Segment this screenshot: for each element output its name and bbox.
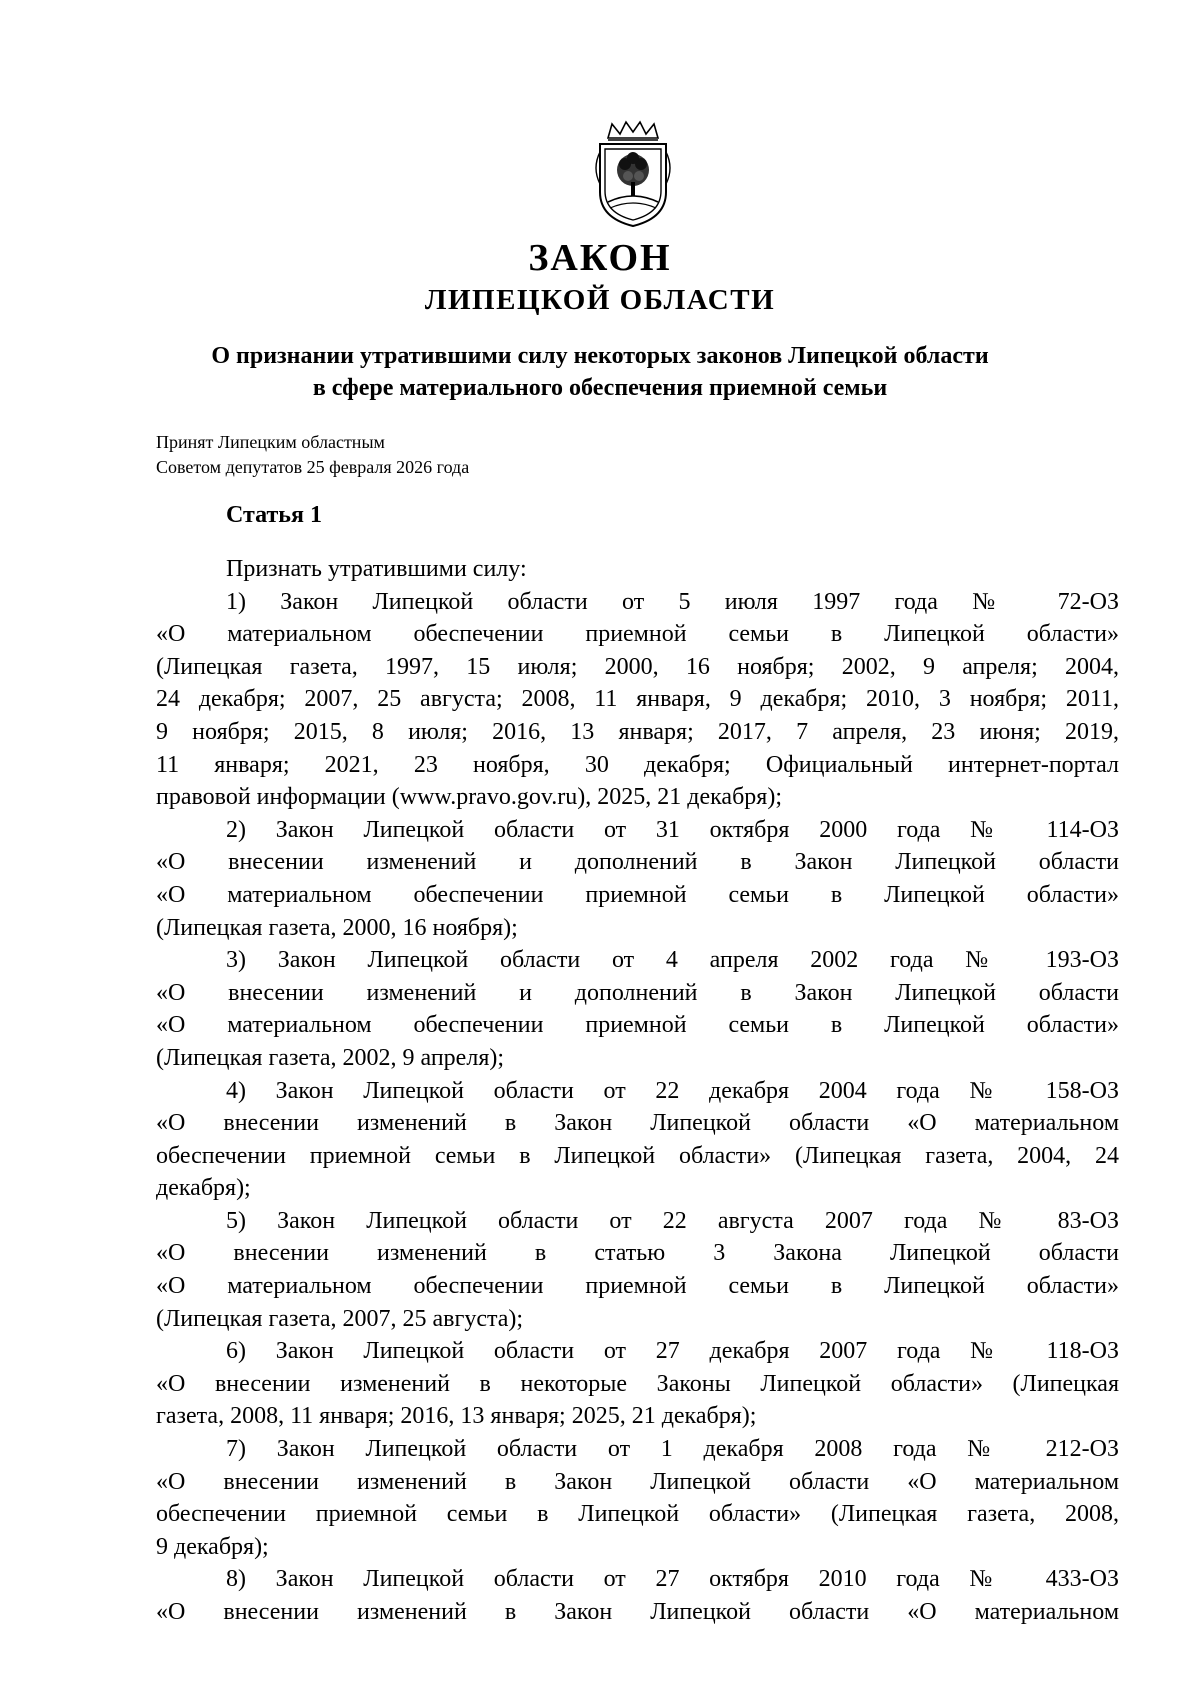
list-item-line: 4) Закон Липецкой области от 22 декабря 2004 года № 158-ОЗ bbox=[226, 1077, 1119, 1104]
document-title: ЗАКОН bbox=[528, 237, 672, 279]
list-item-line: 5) Закон Липецкой области от 22 августа 2007 года № 83-ОЗ bbox=[226, 1207, 1119, 1234]
list-item-line: 3) Закон Липецкой области от 4 апреля 2002 года № 193-ОЗ bbox=[226, 947, 1119, 974]
list-item-line: (Липецкая газета, 2000, 16 ноября); bbox=[156, 914, 518, 941]
list-item-line: 9 декабря); bbox=[156, 1533, 269, 1560]
list-item-line: 9 ноября; 2015, 8 июля; 2016, 13 января; 2017, 7 апреля, 23 июня; 2019, bbox=[156, 718, 1119, 745]
list-item-line: 2) Закон Липецкой области от 31 октября 2000 года № 114-ОЗ bbox=[226, 816, 1119, 843]
list-item-line: «О внесении изменений в Закон Липецкой области «О материальном bbox=[156, 1468, 1119, 1495]
list-item-line: «О внесении изменений и дополнений в Закон Липецкой области bbox=[156, 979, 1119, 1006]
list-item bbox=[156, 586, 1119, 814]
list-item-line: декабря); bbox=[156, 1175, 251, 1202]
list-item-line: «О материальном обеспечении приемной семьи в Липецкой области» bbox=[156, 1012, 1119, 1039]
list-item bbox=[156, 1205, 1119, 1335]
adoption-note bbox=[156, 430, 469, 480]
list-item-line: правовой информации (www.pravo.gov.ru), 2025, 21 декабря); bbox=[156, 784, 782, 811]
document-subtitle: ЛИПЕЦКОЙ ОБЛАСТИ bbox=[424, 284, 776, 316]
article-body bbox=[156, 553, 1119, 1629]
list-item bbox=[156, 1075, 1119, 1205]
coat-of-arms-icon bbox=[590, 118, 676, 230]
list-item-line: 1) Закон Липецкой области от 5 июля 1997 года № 72-ОЗ bbox=[226, 588, 1119, 615]
list-item-line: 8) Закон Липецкой области от 27 октября 2010 года № 433-ОЗ bbox=[226, 1566, 1119, 1593]
list-item bbox=[156, 1433, 1119, 1563]
list-item-line: обеспечении приемной семьи в Липецкой области» (Липецкая газета, 2004, 24 bbox=[156, 1142, 1119, 1169]
list-item-line: «О материальном обеспечении приемной семьи в Липецкой области» bbox=[156, 1273, 1119, 1300]
list-item-line: «О внесении изменений в некоторые Законы Липецкой области» (Липецкая bbox=[156, 1370, 1119, 1397]
list-item-line: (Липецкая газета, 1997, 15 июля; 2000, 16 ноября; 2002, 9 апреля; 2004, bbox=[156, 653, 1119, 680]
article-intro: Признать утратившими силу: bbox=[226, 556, 527, 582]
repealed-laws-list bbox=[156, 586, 1119, 1629]
list-item-line: газета, 2008, 11 января; 2016, 13 января; 2025, 21 декабря); bbox=[156, 1403, 757, 1430]
list-item-line: 24 декабря; 2007, 25 августа; 2008, 11 января, 9 декабря; 2010, 3 ноября; 2011, bbox=[156, 686, 1119, 713]
list-item-line: 6) Закон Липецкой области от 27 декабря 2007 года № 118-ОЗ bbox=[226, 1338, 1119, 1365]
list-item-line: «О внесении изменений и дополнений в Закон Липецкой области bbox=[156, 849, 1119, 876]
list-item bbox=[156, 814, 1119, 944]
list-item-line: «О материальном обеспечении приемной семьи в Липецкой области» bbox=[156, 881, 1119, 908]
list-item-line: (Липецкая газета, 2002, 9 апреля); bbox=[156, 1044, 505, 1071]
list-item-line: 11 января; 2021, 23 ноября, 30 декабря; Официальный интернет-портал bbox=[156, 751, 1119, 778]
adoption-line: Принят Липецким областным bbox=[156, 432, 385, 452]
list-item-line: «О внесении изменений в статью 3 Закона Липецкой области bbox=[156, 1240, 1119, 1267]
article-heading: Статья 1 bbox=[226, 502, 322, 528]
list-item-line: «О внесении изменений в Закон Липецкой области «О материальном bbox=[156, 1110, 1119, 1137]
list-item-line: обеспечении приемной семьи в Липецкой области» (Липецкая газета, 2008, bbox=[156, 1501, 1119, 1528]
list-item-line: «О материальном обеспечении приемной семьи в Липецкой области» bbox=[156, 621, 1119, 648]
law-name bbox=[0, 340, 1200, 404]
law-name-line: в сфере материального обеспечения приемной семьи bbox=[312, 375, 888, 401]
list-item-line: 7) Закон Липецкой области от 1 декабря 2008 года № 212-ОЗ bbox=[226, 1436, 1119, 1463]
list-item bbox=[156, 944, 1119, 1074]
list-item-line: «О внесении изменений в Закон Липецкой области «О материальном bbox=[156, 1599, 1119, 1625]
list-item-line: (Липецкая газета, 2007, 25 августа); bbox=[156, 1305, 524, 1332]
list-item bbox=[156, 1335, 1119, 1433]
law-name-line: О признании утратившими силу некоторых законов Липецкой области bbox=[211, 343, 989, 369]
list-item bbox=[156, 1563, 1119, 1628]
adoption-line: Советом депутатов 25 февраля 2026 года bbox=[156, 457, 470, 477]
